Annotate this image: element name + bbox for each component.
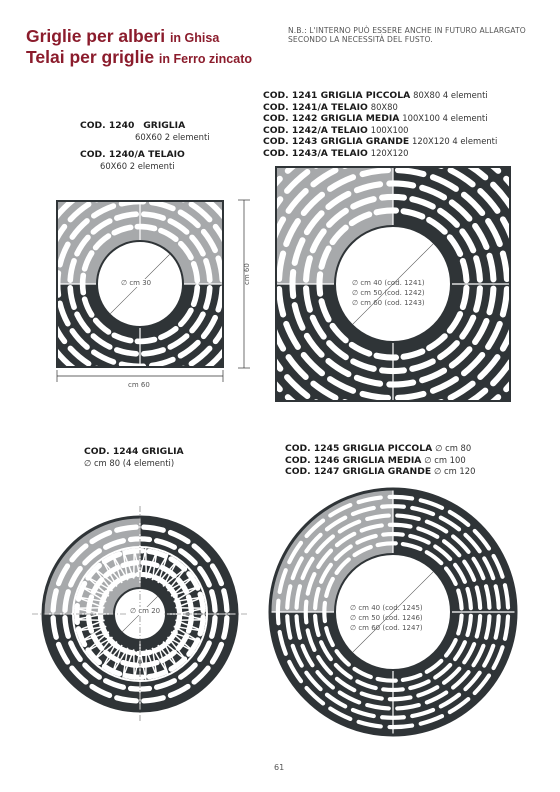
inner-diameter-1244: ∅ cm 20 <box>130 607 161 615</box>
note-line1: N.B.: L'INTERNO PUÒ ESSERE ANCHE IN FUTURO ALLARGATO <box>288 26 526 35</box>
dim-width-1240: cm 60 <box>128 381 150 389</box>
inner-diameter-line: ∅ cm 40 (cod. 1245) <box>350 604 423 612</box>
title-line1-suffix: in Ghisa <box>169 31 220 45</box>
code-1244: COD. 1244 GRIGLIA <box>84 446 184 457</box>
inner-diameters-1245 <box>350 603 423 633</box>
inner-diameter-line: ∅ cm 40 (cod. 1241) <box>352 279 425 287</box>
inner-diameter-line: ∅ cm 60 (cod. 1243) <box>352 299 425 307</box>
product-code: COD. 1241 GRIGLIA PICCOLA <box>263 90 411 101</box>
product-desc: 80X80 <box>370 101 398 112</box>
product-code: COD. 1243 GRIGLIA GRANDE <box>263 136 410 147</box>
desc-1240: 60X60 2 elementi <box>135 131 210 142</box>
product-desc: 80X80 4 elementi <box>413 90 488 100</box>
product-desc: 100X100 <box>370 124 409 135</box>
product-code: COD. 1247 GRIGLIA GRANDE <box>285 466 432 477</box>
desc-1244: ∅ cm 80 (4 elementi) <box>84 457 175 468</box>
page-number: 61 <box>274 763 285 772</box>
product-code: COD. 1242/A TELAIO <box>263 124 368 136</box>
product-code: COD. 1242 GRIGLIA MEDIA <box>263 113 400 124</box>
title-line2: Telai per griglie <box>26 47 155 67</box>
product-desc: ∅ cm 120 <box>434 466 476 476</box>
note-line2: SECONDO LA NECESSITÀ DEL FUSTO. <box>288 35 433 44</box>
name-1240: GRIGLIA <box>143 120 186 131</box>
product-code: COD. 1245 GRIGLIA PICCOLA <box>285 443 433 454</box>
product-desc: 120X120 4 elementi <box>412 136 498 146</box>
title-line1: Griglie per alberi <box>26 26 166 46</box>
product-desc: ∅ cm 100 <box>424 454 466 465</box>
dim-height-1240: cm 60 <box>243 263 251 285</box>
product-desc: 120X120 <box>370 147 409 158</box>
product-desc: ∅ cm 80 <box>435 443 472 453</box>
desc-1240a: 60X60 2 elementi <box>100 160 175 171</box>
code-1240: COD. 1240 <box>80 120 135 131</box>
product-desc: 100X100 4 elementi <box>402 113 488 123</box>
inner-diameter-line: ∅ cm 60 (cod. 1247) <box>350 624 423 632</box>
inner-diameter-line: ∅ cm 50 (cod. 1246) <box>350 614 423 622</box>
title-line2-suffix: in Ferro zincato <box>158 52 252 66</box>
inner-diameters-1241 <box>352 278 425 308</box>
inner-diameter-line: ∅ cm 50 (cod. 1242) <box>352 289 425 297</box>
inner-diameter-1240: ∅ cm 30 <box>121 279 152 287</box>
code-1240a: COD. 1240/A TELAIO <box>80 149 185 160</box>
product-code: COD. 1243/A TELAIO <box>263 147 368 159</box>
product-code: COD. 1246 GRIGLIA MEDIA <box>285 454 422 466</box>
product-code: COD. 1241/A TELAIO <box>263 101 368 113</box>
